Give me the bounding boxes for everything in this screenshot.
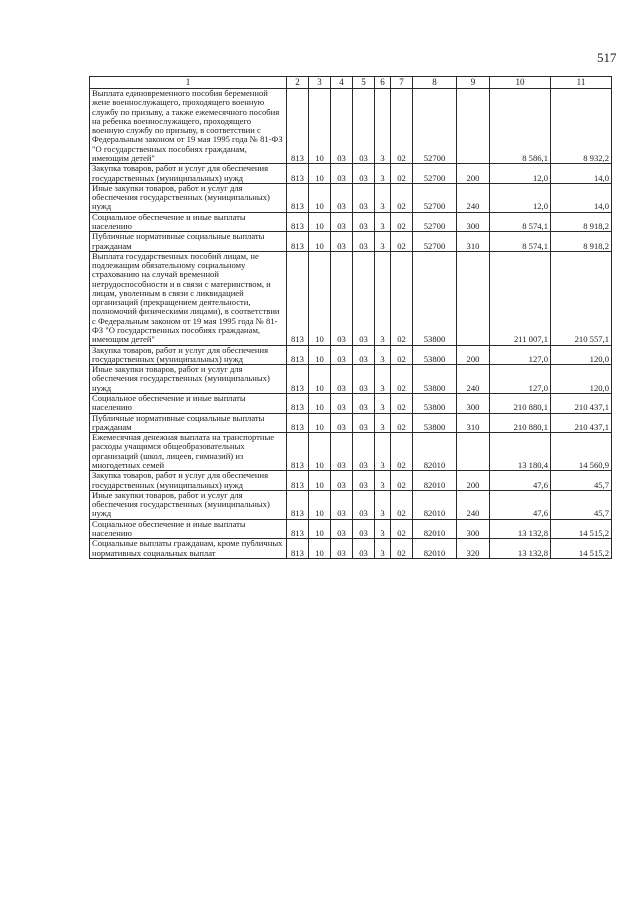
subprogram-code: 3 bbox=[375, 490, 391, 519]
row-description: Социальные выплаты гражданам, кроме публичных нормативных социальных выплат bbox=[90, 539, 287, 559]
column-header: 11 bbox=[551, 77, 612, 89]
direction-code: 82010 bbox=[413, 490, 457, 519]
amount-year-2: 45,7 bbox=[551, 471, 612, 491]
table-row bbox=[90, 413, 612, 433]
expense-type-code bbox=[457, 433, 490, 471]
program-code: 03 bbox=[353, 183, 375, 212]
subprogram-code: 3 bbox=[375, 365, 391, 394]
direction-code: 82010 bbox=[413, 433, 457, 471]
program-code: 03 bbox=[353, 164, 375, 184]
direction-code: 82010 bbox=[413, 519, 457, 539]
main-event-code: 02 bbox=[391, 471, 413, 491]
section-code: 10 bbox=[309, 471, 331, 491]
program-code: 03 bbox=[353, 365, 375, 394]
column-header: 7 bbox=[391, 77, 413, 89]
amount-year-2: 210 557,1 bbox=[551, 251, 612, 345]
main-event-code: 02 bbox=[391, 183, 413, 212]
subprogram-code: 3 bbox=[375, 539, 391, 559]
subsection-code: 03 bbox=[331, 251, 353, 345]
subprogram-code: 3 bbox=[375, 433, 391, 471]
direction-code: 53800 bbox=[413, 365, 457, 394]
amount-year-1: 47,6 bbox=[490, 471, 551, 491]
section-code: 10 bbox=[309, 164, 331, 184]
expense-type-code: 310 bbox=[457, 232, 490, 252]
row-description: Ежемесячная денежная выплата на транспортные расходы учащимся общеобразовательных организаций (школ, лицеев, гимназий) из многодетных семей bbox=[90, 433, 287, 471]
page-number: 517 bbox=[597, 50, 617, 65]
table-row bbox=[90, 433, 612, 471]
program-code: 03 bbox=[353, 413, 375, 433]
ministry-code: 813 bbox=[287, 345, 309, 365]
direction-code: 53800 bbox=[413, 345, 457, 365]
program-code: 03 bbox=[353, 394, 375, 414]
subprogram-code: 3 bbox=[375, 345, 391, 365]
row-description: Иные закупки товаров, работ и услуг для обеспечения государственных (муниципальных) нужд bbox=[90, 365, 287, 394]
ministry-code: 813 bbox=[287, 394, 309, 414]
subsection-code: 03 bbox=[331, 490, 353, 519]
program-code: 03 bbox=[353, 539, 375, 559]
section-code: 10 bbox=[309, 539, 331, 559]
amount-year-2: 14 560,9 bbox=[551, 433, 612, 471]
column-header: 6 bbox=[375, 77, 391, 89]
expense-type-code: 240 bbox=[457, 183, 490, 212]
direction-code: 53800 bbox=[413, 413, 457, 433]
amount-year-1: 210 880,1 bbox=[490, 413, 551, 433]
column-header: 4 bbox=[331, 77, 353, 89]
budget-table bbox=[89, 76, 612, 559]
amount-year-1: 210 880,1 bbox=[490, 394, 551, 414]
row-description: Социальное обеспечение и иные выплаты населению bbox=[90, 212, 287, 232]
section-code: 10 bbox=[309, 490, 331, 519]
main-event-code: 02 bbox=[391, 251, 413, 345]
main-event-code: 02 bbox=[391, 164, 413, 184]
subprogram-code: 3 bbox=[375, 164, 391, 184]
amount-year-2: 210 437,1 bbox=[551, 394, 612, 414]
table-row bbox=[90, 251, 612, 345]
main-event-code: 02 bbox=[391, 490, 413, 519]
program-code: 03 bbox=[353, 519, 375, 539]
direction-code: 53800 bbox=[413, 251, 457, 345]
ministry-code: 813 bbox=[287, 365, 309, 394]
table-row bbox=[90, 89, 612, 164]
main-event-code: 02 bbox=[391, 345, 413, 365]
main-event-code: 02 bbox=[391, 539, 413, 559]
program-code: 03 bbox=[353, 212, 375, 232]
section-code: 10 bbox=[309, 394, 331, 414]
row-description: Иные закупки товаров, работ и услуг для обеспечения государственных (муниципальных) нужд bbox=[90, 490, 287, 519]
direction-code: 52700 bbox=[413, 89, 457, 164]
expense-type-code: 310 bbox=[457, 413, 490, 433]
amount-year-1: 8 574,1 bbox=[490, 212, 551, 232]
row-description: Закупка товаров, работ и услуг для обеспечения государственных (муниципальных) нужд bbox=[90, 471, 287, 491]
direction-code: 82010 bbox=[413, 539, 457, 559]
row-description: Иные закупки товаров, работ и услуг для обеспечения государственных (муниципальных) нужд bbox=[90, 183, 287, 212]
subsection-code: 03 bbox=[331, 345, 353, 365]
direction-code: 52700 bbox=[413, 164, 457, 184]
row-description: Публичные нормативные социальные выплаты гражданам bbox=[90, 232, 287, 252]
expense-type-code: 200 bbox=[457, 345, 490, 365]
subsection-code: 03 bbox=[331, 183, 353, 212]
table-row bbox=[90, 212, 612, 232]
direction-code: 52700 bbox=[413, 183, 457, 212]
table-row bbox=[90, 490, 612, 519]
table-row bbox=[90, 471, 612, 491]
table-row bbox=[90, 519, 612, 539]
subsection-code: 03 bbox=[331, 539, 353, 559]
expense-type-code: 300 bbox=[457, 394, 490, 414]
ministry-code: 813 bbox=[287, 490, 309, 519]
amount-year-1: 47,6 bbox=[490, 490, 551, 519]
section-code: 10 bbox=[309, 212, 331, 232]
subsection-code: 03 bbox=[331, 164, 353, 184]
expense-type-code bbox=[457, 89, 490, 164]
subprogram-code: 3 bbox=[375, 519, 391, 539]
main-event-code: 02 bbox=[391, 394, 413, 414]
program-code: 03 bbox=[353, 251, 375, 345]
subprogram-code: 3 bbox=[375, 251, 391, 345]
main-event-code: 02 bbox=[391, 212, 413, 232]
ministry-code: 813 bbox=[287, 251, 309, 345]
amount-year-1: 127,0 bbox=[490, 345, 551, 365]
direction-code: 52700 bbox=[413, 232, 457, 252]
table-row bbox=[90, 539, 612, 559]
expense-type-code: 240 bbox=[457, 365, 490, 394]
subsection-code: 03 bbox=[331, 433, 353, 471]
row-description: Закупка товаров, работ и услуг для обеспечения государственных (муниципальных) нужд bbox=[90, 164, 287, 184]
ministry-code: 813 bbox=[287, 212, 309, 232]
amount-year-2: 14,0 bbox=[551, 183, 612, 212]
program-code: 03 bbox=[353, 89, 375, 164]
expense-type-code: 320 bbox=[457, 539, 490, 559]
program-code: 03 bbox=[353, 471, 375, 491]
amount-year-2: 120,0 bbox=[551, 365, 612, 394]
subprogram-code: 3 bbox=[375, 212, 391, 232]
amount-year-1: 13 132,8 bbox=[490, 539, 551, 559]
section-code: 10 bbox=[309, 519, 331, 539]
ministry-code: 813 bbox=[287, 433, 309, 471]
amount-year-1: 8 586,1 bbox=[490, 89, 551, 164]
subsection-code: 03 bbox=[331, 471, 353, 491]
subsection-code: 03 bbox=[331, 394, 353, 414]
amount-year-2: 120,0 bbox=[551, 345, 612, 365]
expense-type-code: 200 bbox=[457, 164, 490, 184]
amount-year-2: 14,0 bbox=[551, 164, 612, 184]
row-description: Публичные нормативные социальные выплаты гражданам bbox=[90, 413, 287, 433]
main-event-code: 02 bbox=[391, 365, 413, 394]
subprogram-code: 3 bbox=[375, 394, 391, 414]
section-code: 10 bbox=[309, 183, 331, 212]
ministry-code: 813 bbox=[287, 519, 309, 539]
ministry-code: 813 bbox=[287, 413, 309, 433]
program-code: 03 bbox=[353, 490, 375, 519]
table-row bbox=[90, 183, 612, 212]
section-code: 10 bbox=[309, 413, 331, 433]
amount-year-2: 8 918,2 bbox=[551, 212, 612, 232]
table-row bbox=[90, 345, 612, 365]
expense-type-code bbox=[457, 251, 490, 345]
subsection-code: 03 bbox=[331, 413, 353, 433]
ministry-code: 813 bbox=[287, 232, 309, 252]
subprogram-code: 3 bbox=[375, 232, 391, 252]
subsection-code: 03 bbox=[331, 89, 353, 164]
subsection-code: 03 bbox=[331, 212, 353, 232]
table-row bbox=[90, 365, 612, 394]
direction-code: 52700 bbox=[413, 212, 457, 232]
ministry-code: 813 bbox=[287, 471, 309, 491]
direction-code: 82010 bbox=[413, 471, 457, 491]
table-row bbox=[90, 164, 612, 184]
row-description: Закупка товаров, работ и услуг для обеспечения государственных (муниципальных) нужд bbox=[90, 345, 287, 365]
expense-type-code: 300 bbox=[457, 212, 490, 232]
expense-type-code: 200 bbox=[457, 471, 490, 491]
main-event-code: 02 bbox=[391, 519, 413, 539]
subsection-code: 03 bbox=[331, 519, 353, 539]
amount-year-2: 8 932,2 bbox=[551, 89, 612, 164]
program-code: 03 bbox=[353, 232, 375, 252]
header-row bbox=[90, 77, 612, 89]
amount-year-2: 14 515,2 bbox=[551, 519, 612, 539]
subprogram-code: 3 bbox=[375, 471, 391, 491]
amount-year-1: 12,0 bbox=[490, 183, 551, 212]
row-description: Выплата единовременного пособия беременной жене военнослужащего, проходящего военную службу по призыву, а также ежемесячного пособия на ребенка военнослужащего, проходящего военную службу по призыву, в соответствии с Федеральным законом от 19 мая 1995 года № 81-ФЗ "О государственных пособиях гражданам, имеющим детей" bbox=[90, 89, 287, 164]
column-header: 5 bbox=[353, 77, 375, 89]
table-row bbox=[90, 232, 612, 252]
column-header: 10 bbox=[490, 77, 551, 89]
main-event-code: 02 bbox=[391, 232, 413, 252]
amount-year-1: 13 180,4 bbox=[490, 433, 551, 471]
section-code: 10 bbox=[309, 433, 331, 471]
amount-year-2: 14 515,2 bbox=[551, 539, 612, 559]
amount-year-1: 127,0 bbox=[490, 365, 551, 394]
ministry-code: 813 bbox=[287, 89, 309, 164]
main-event-code: 02 bbox=[391, 433, 413, 471]
ministry-code: 813 bbox=[287, 183, 309, 212]
row-description: Выплата государственных пособий лицам, не подлежащим обязательному социальному страхованию на случай временной нетрудоспособности и в связи с материнством, и лицам, уволенным в связи с ликвидацией организаций (прекращением деятельности, полномочий физическими лицами), в соответствии с Федеральным законом от 19 мая 1995 года № 81-ФЗ "О государственных пособиях гражданам, имеющим детей" bbox=[90, 251, 287, 345]
direction-code: 53800 bbox=[413, 394, 457, 414]
amount-year-1: 8 574,1 bbox=[490, 232, 551, 252]
section-code: 10 bbox=[309, 345, 331, 365]
subprogram-code: 3 bbox=[375, 183, 391, 212]
subsection-code: 03 bbox=[331, 232, 353, 252]
amount-year-2: 8 918,2 bbox=[551, 232, 612, 252]
amount-year-1: 12,0 bbox=[490, 164, 551, 184]
subprogram-code: 3 bbox=[375, 89, 391, 164]
section-code: 10 bbox=[309, 89, 331, 164]
section-code: 10 bbox=[309, 232, 331, 252]
column-header: 1 bbox=[90, 77, 287, 89]
expense-type-code: 300 bbox=[457, 519, 490, 539]
expense-type-code: 240 bbox=[457, 490, 490, 519]
amount-year-2: 210 437,1 bbox=[551, 413, 612, 433]
section-code: 10 bbox=[309, 365, 331, 394]
row-description: Социальное обеспечение и иные выплаты населению bbox=[90, 394, 287, 414]
amount-year-1: 13 132,8 bbox=[490, 519, 551, 539]
amount-year-1: 211 007,1 bbox=[490, 251, 551, 345]
ministry-code: 813 bbox=[287, 539, 309, 559]
column-header: 3 bbox=[309, 77, 331, 89]
column-header: 2 bbox=[287, 77, 309, 89]
main-event-code: 02 bbox=[391, 89, 413, 164]
ministry-code: 813 bbox=[287, 164, 309, 184]
column-header: 8 bbox=[413, 77, 457, 89]
subsection-code: 03 bbox=[331, 365, 353, 394]
subprogram-code: 3 bbox=[375, 413, 391, 433]
program-code: 03 bbox=[353, 433, 375, 471]
row-description: Социальное обеспечение и иные выплаты населению bbox=[90, 519, 287, 539]
column-header: 9 bbox=[457, 77, 490, 89]
program-code: 03 bbox=[353, 345, 375, 365]
section-code: 10 bbox=[309, 251, 331, 345]
table-row bbox=[90, 394, 612, 414]
amount-year-2: 45,7 bbox=[551, 490, 612, 519]
main-event-code: 02 bbox=[391, 413, 413, 433]
